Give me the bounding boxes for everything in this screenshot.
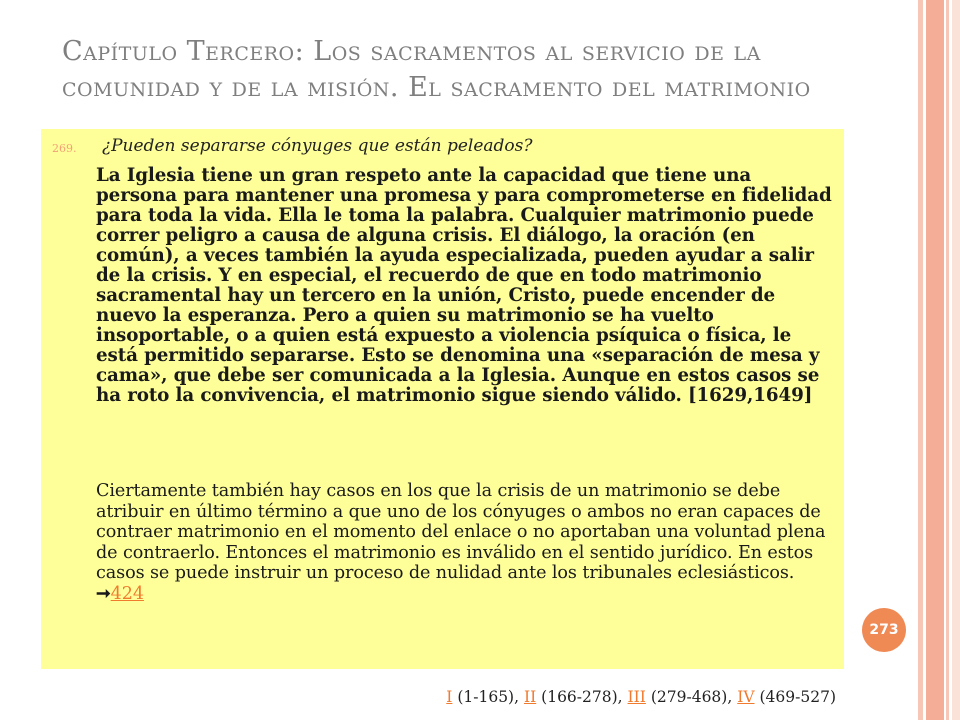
decor-stripe [946,0,949,720]
page-number-badge: 273 [862,608,906,652]
footer-range: (279-468) [650,688,728,706]
question-number: 269. [52,142,77,155]
decor-stripe [926,0,944,720]
slide-title: Capítulo Tercero: Los sacramentos al servicio de la comunidad y de la misión. El sacramento del matrimonio [62,36,811,103]
right-arrow-icon: ➞ [96,582,111,604]
footer-link-i[interactable]: I [446,688,453,706]
reference-link[interactable]: 424 [110,583,144,604]
decor-stripe [918,0,923,720]
footer-range: (166-278) [541,688,618,706]
footer-range: (469-527) [759,688,836,706]
explanation-text: Ciertamente también hay casos en los que la crisis de un matrimonio se debe atribuir en último término a que uno de los cónyuges o ambos no eran capaces de contraer matrimonio en el momento del enlace o no aportaban una voluntad plena de contraerlo. Entonces el matrimonio es inválido en el sentido jurídico. En estos casos se puede instruir un proceso de nulidad ante los tribunales eclesiásticos. [96,481,826,583]
footer-link-ii[interactable]: II [523,688,537,706]
decor-stripe [952,0,960,720]
footer-range: (1-165) [457,688,515,706]
answer-text: La Iglesia tiene un gran respeto ante la capacidad que tiene una persona para mantener una promesa y para comprometerse en fidelidad para toda la vida. Ella le toma la palabra. Cualquier matrimonio puede correr peligro a causa de alguna crisis. El diálogo, la oración (en común), a veces también la ayuda especializada, pueden ayudar a salir de la crisis. Y en especial, el recuerdo de que en todo matrimonio sacramental hay un tercero en la unión, Cristo, puede encender de nuevo la esperanza. Pero a quien su matrimonio se ha vuelto insoportable, o a quien está expuesto a violencia psíquica o física, le está permitido separarse. Esto se denomina una «separación de mesa y cama», que debe ser comunicada a la Iglesia. Aunque en estos casos se ha roto la convivencia, el matrimonio sigue siendo válido. [1629,1649] [96,165,832,406]
footer-link-iii[interactable]: III [627,688,646,706]
footer-nav: I (1-165), II (166-278), III (279-468), IV (469-527) [446,688,836,706]
explanation-paragraph [96,481,836,604]
footer-link-iv[interactable]: IV [737,688,755,706]
question-text: ¿Pueden separarse cónyuges que están peleados? [102,136,533,156]
